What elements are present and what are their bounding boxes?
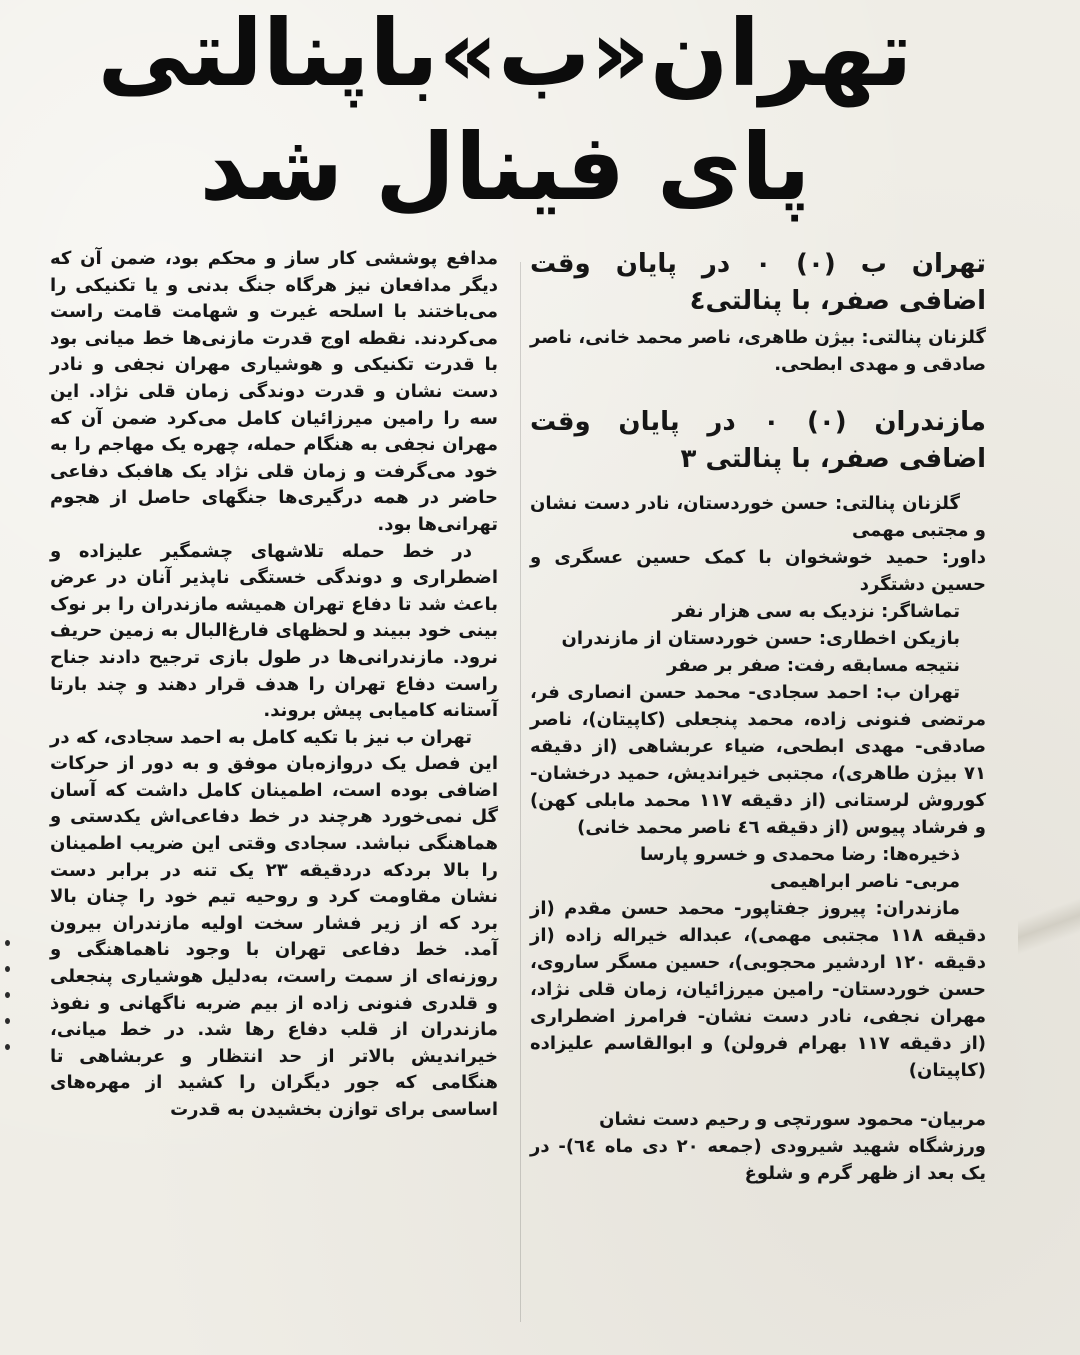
headline-line-1: تهران«ب»باپنالتی: [97, 0, 913, 107]
paper-crease: [1018, 880, 1080, 970]
mazandaran-lineup: مازندران: پیروز جفتاپور- محمد حسن مقدم (از دقیقه ۱۱۸ مجتبی مهمی)، عبداله خیراله زاده (از دقیقه ۱۲۰ اردشیر محجوبی)، حسین مسگر ساروی، حسن خوردستان- رامین میرزائیان، زمان قلی نژاد، مهران نجفی، نادر دست نشان- فرامرز اضطراری (از دقیقه ۱۱۷ بهرام فرولن) و ابوالقاسم علیزاده (کاپیتان): [530, 898, 986, 1081]
report-paragraph-3: تهران ب نیز با تکیه کامل به احمد سجادی، که در این فصل یک دروازه‌بان موفق و به دور از حرکات اضافی بوده است، اطمینان کامل داشت که آسان گل نمی‌خورد هرچند در خط دفاعی‌اش یکدستی و هماهنگی نباشد. سجادی وقتی این ضریب اطمینان را بالا بردکه دردقیقه ۲۳ یک تنه در برابر دست نشان مقاومت کرد و روحیه تیم خود را چنان بالا برد که از زیر فشار سخت اولیه مازندران بیرون آمد. خط دفاعی تهران با وجود ناهماهنگی و روزنه‌ای از سمت راست، به‌دلیل هوشیاری پنجعلی و قلدری فنونی زاده از بیم ضربه ناگهانی و نفوذ مازندران از قلب دفاع رها شد. در خط میانی، خیراندیش بالاتر از حد انتظار و عربشاهی تا هنگامی که جور دیگران را کشید از مهره‌های اساسی برای توازن بخشیدن به قدرت: [50, 726, 498, 1120]
column-divider: [520, 262, 521, 1322]
detail-spectators: تماشاگر: نزدیک به سی هزار نفر: [672, 601, 960, 622]
result-mazandaran-heading: مازندران (۰) ۰ در پایان وقت اضافی صفر، با پنالتی ۳: [530, 407, 987, 474]
match-details-column: [530, 246, 986, 1187]
tehran-reserves: ذخیره‌ها: رضا محمدی و خسرو پارسا: [640, 844, 960, 865]
article-headline: [90, 0, 920, 228]
tehran-coach: مربی- ناصر ابراهیمی: [770, 871, 960, 892]
detail-booked-player: بازیکن اخطاری: حسن خوردستان از مازندران: [561, 628, 960, 649]
match-report-column: [50, 246, 498, 1124]
mazandaran-coaches: مربیان- محمود سورتچی و رحیم دست نشان: [599, 1109, 986, 1130]
result-mazandaran-scorers: گلزنان پنالتی: حسن خوردستان، نادر دست نشان و مجتبی مهمی: [530, 493, 986, 541]
match-venue: ورزشگاه شهید شیرودی (جمعه ۲۰ دی ماه ٦٤)- در یک بعد از ظهر گرم و شلوغ: [530, 1136, 986, 1184]
result-tehran-scorers: گلزنان پنالتی: بیژن طاهری، ناصر محمد خانی، ناصر صادقی و مهدی ابطحی.: [530, 327, 986, 375]
detail-referee: داور: حمید خوشخوان با کمک حسین عسگری و حسین دشتگرد: [530, 547, 986, 595]
detail-first-leg-result: نتیجه مسابقه رفت: صفر بر صفر: [667, 655, 960, 676]
report-paragraph-2: در خط حمله تلاشهای چشمگیر علیزاده و اضطراری و دوندگی خستگی ناپذیر آنان در عرض باعث شد تا دفاع تهران همیشه مازندران را بر نوک بینی خود ببیند و لحظهای فارغ‌البال به زمین حریف نرود. مازندرانی‌ها در طول بازی ترجیح دادند جناح راست دفاع تهران را هدف قرار دهند و چند بارتا آستانه کامیابی پیش بروند.: [50, 540, 498, 722]
tehran-lineup: تهران ب: احمد سجادی- محمد حسن انصاری فر، مرتضی فنونی زاده، محمد پنجعلی (کاپیتان)، ناصر صادقی- مهدی ابطحی، ضیاء عربشاهی (از دقیقه ۷۱ بیژن طاهری)، مجتبی خیراندیش، حمید درخشان- کوروش لرستانی (از دقیقه ۱۱۷ محمد مابلی کهن) و فرشاد پیوس (از دقیقه ٤٦ ناصر محمد خانی): [530, 682, 986, 838]
headline-line-2: پای فینال شد: [199, 114, 811, 221]
result-tehran-heading: تهران ب (۰) ۰ در پایان وقت اضافی صفر، با پنالتی٤: [530, 249, 986, 316]
report-paragraph-1: مدافع پوششی کار ساز و محکم بود، ضمن آن که دیگر مدافعان نیز هرگاه جنگ بدنی و یا تکنیکی را می‌باختند با اسلحه غیرت و شهامت قامت راست می‌کردند. نقطه اوج قدرت مازنی‌ها خط میانی بود با قدرت تکنیکی و هوشیاری مهران نجفی و نادر دست نشان و قدرت دوندگی زمان قلی نژاد. این سه را رامین میرزائیان کامل می‌کرد ضمن آن که مهران نجفی به هنگام حمله، چهره یک مهاجم را به خود می‌گرفت و زمان قلی نژاد یک هافبک دفاعی حاضر در همه درگیری‌ها جنگهای حاصل از هجوم تهرانی‌ها بود.: [50, 248, 498, 535]
left-edge-marks: [0, 940, 10, 1050]
